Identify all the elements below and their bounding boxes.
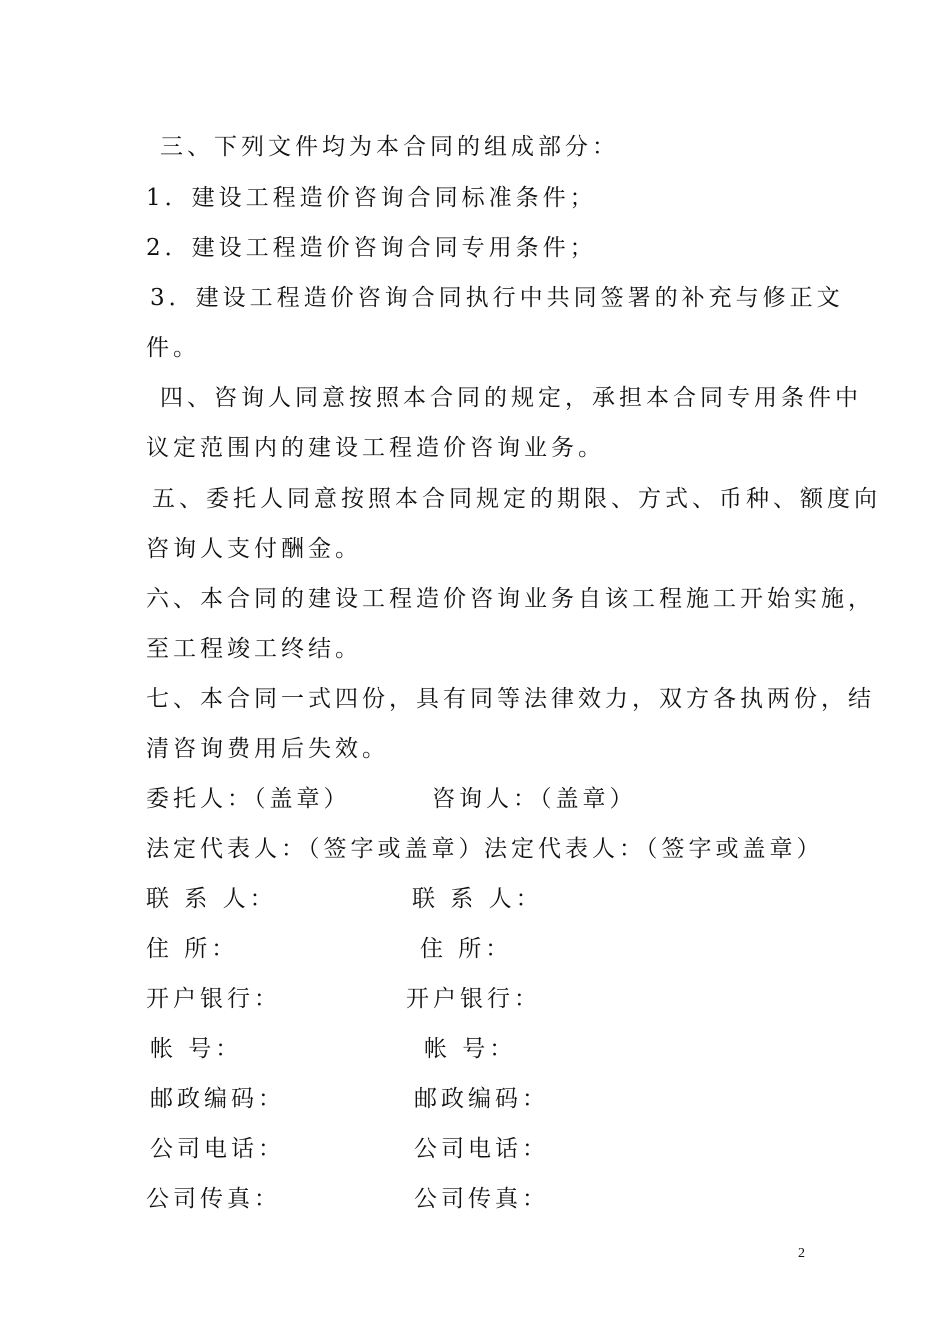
clause-six-line-2: 至工程竣工终结。 [146,636,362,662]
clause-seven-line-1: 七、本合同一式四份，具有同等法律效力，双方各执两份，结 [146,686,875,712]
consultant-fax-label: 公司传真： [414,1186,549,1212]
client-phone-label: 公司电话： [150,1136,285,1162]
clause-five-line-2: 咨询人支付酬金。 [146,536,362,562]
consultant-phone-label: 公司电话： [414,1136,549,1162]
client-bank-label: 开户银行： [146,986,281,1012]
consultant-account-label: 帐 号： [424,1036,517,1062]
page-number: 2 [798,1246,805,1261]
consultant-address-label: 住 所： [420,936,513,962]
clause-six-line-1: 六、本合同的建设工程造价咨询业务自该工程施工开始实施， [146,586,875,612]
client-contact-label: 联 系 人： [146,886,277,912]
clause-seven-line-2: 清咨询费用后失效。 [146,736,389,762]
client-account-label: 帐 号： [150,1036,243,1062]
clause-three-item-3-line-2: 件。 [146,335,200,361]
client-party-label: 委托人：（盖章） [146,786,351,812]
clause-four-line-1: 四、咨询人同意按照本合同的规定，承担本合同专用条件中 [160,385,862,411]
consultant-legal-rep-label: 法定代表人：（签字或盖章） [484,836,824,862]
client-address-label: 住 所： [146,936,239,962]
clause-five-line-1: 五、委托人同意按照本合同规定的期限、方式、币种、额度向 [152,486,881,512]
clause-three-item-2: 2．建设工程造价咨询合同专用条件； [146,235,597,261]
consultant-party-label: 咨询人：（盖章） [432,786,637,812]
consultant-contact-label: 联 系 人： [412,886,543,912]
clause-four-line-2: 议定范围内的建设工程造价咨询业务。 [146,435,605,461]
client-fax-label: 公司传真： [146,1186,281,1212]
clause-three-item-3-line-1: 3．建设工程造价咨询合同执行中共同签署的补充与修正文 [150,285,844,311]
client-postcode-label: 邮政编码： [150,1086,285,1112]
clause-three-item-1: 1．建设工程造价咨询合同标准条件； [146,185,597,211]
client-legal-rep-label: 法定代表人：（签字或盖章） [146,836,486,862]
clause-three-heading: 三、下列文件均为本合同的组成部分： [160,134,619,160]
consultant-postcode-label: 邮政编码： [414,1086,549,1112]
consultant-bank-label: 开户银行： [406,986,541,1012]
